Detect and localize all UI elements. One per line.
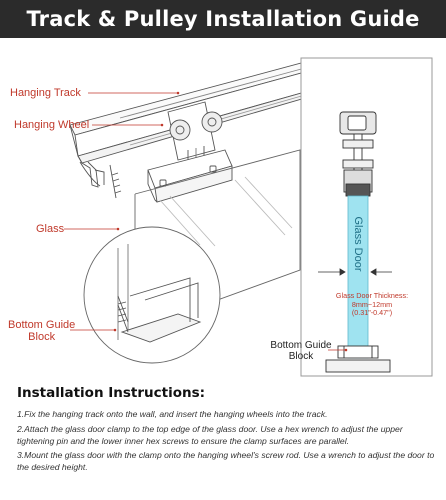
track-assembly-illustration — [70, 62, 305, 363]
glass-label: Glass — [36, 223, 65, 235]
instructions-heading: Installation Instructions: — [17, 385, 206, 401]
door-clamp-drawing — [148, 150, 232, 202]
bottom-guide-block-label: Bottom Guide Block — [8, 319, 76, 343]
title-banner — [0, 0, 446, 38]
bottom-guide-block-right-label: Bottom Guide Block — [270, 340, 332, 362]
page-title: Track & Pulley Installation Guide — [26, 7, 420, 31]
hanging-track-label: Hanging Track — [10, 87, 81, 99]
instruction-steps — [17, 408, 435, 476]
instruction-step-3: 3.Mount the glass door with the clamp onto the hanging wheel's screw rod. Use a wrench to adjust the door to the desired height. — [17, 450, 435, 472]
bottom-guide-detail-circle — [84, 227, 220, 363]
cross-section-frame — [301, 58, 432, 376]
glass-door-thickness-label: Glass Door Thickness: 8mm~12mm (0.31"-0.47") — [335, 291, 409, 318]
glass-door-label: Glass Door — [352, 216, 365, 272]
wall-screw-drawing — [110, 165, 121, 198]
instruction-step-1: 1.Fix the hanging track onto the wall, and insert the hanging wheels into the track. — [17, 409, 328, 419]
hanging-wheel-label: Hanging Wheel — [14, 119, 90, 131]
instruction-step-2: 2.Attach the glass door clamp to the top edge of the glass door. Use a hex wrench to adjust the upper tightening pin and the lower inner hex screws to ensure the clamp surfaces are parallel. — [17, 423, 403, 446]
